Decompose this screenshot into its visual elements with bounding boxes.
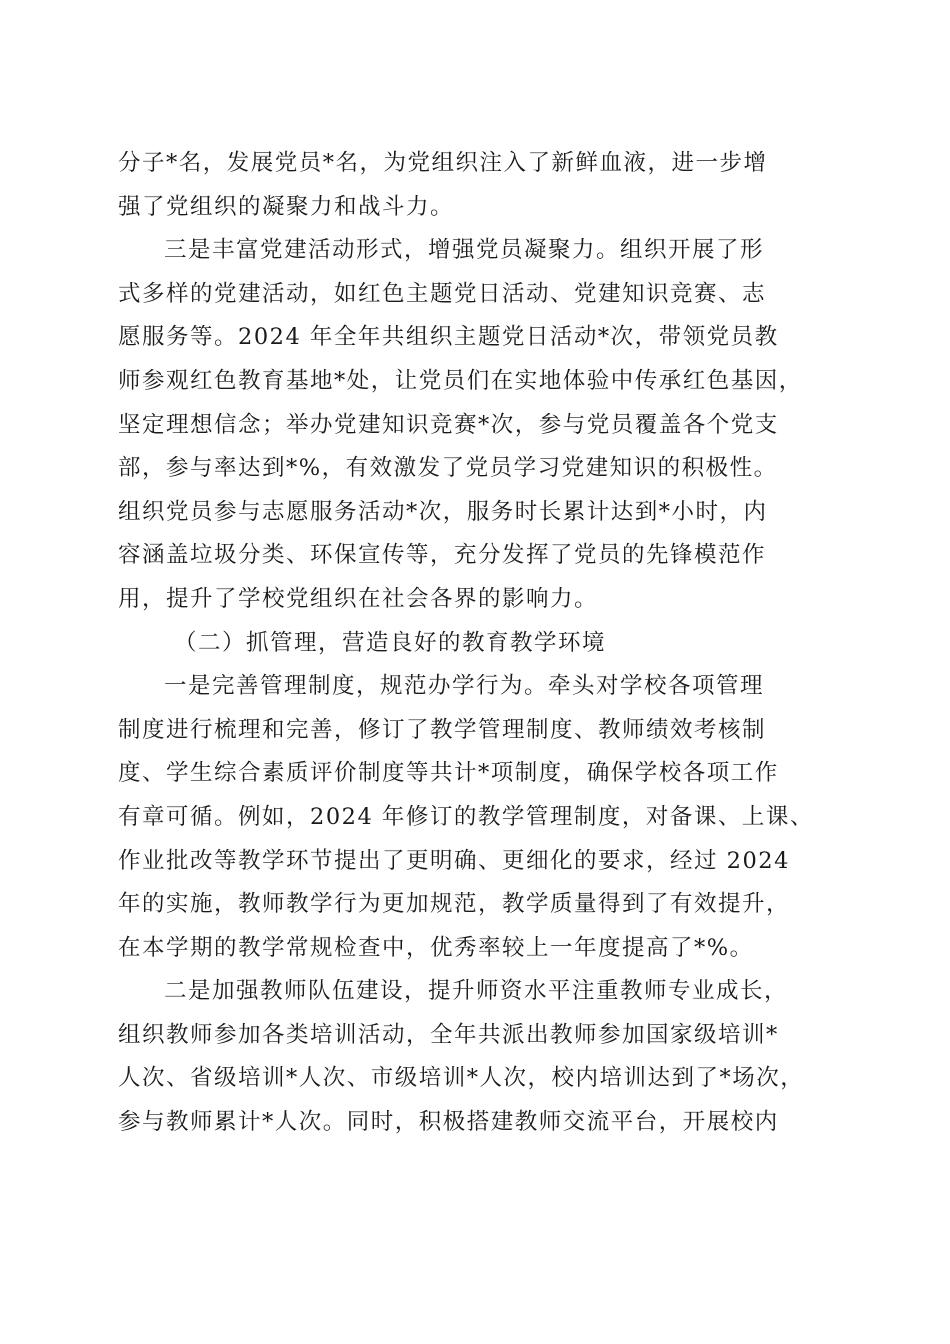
paragraph-start-line: 一是完善管理制度，规范办学行为。牵头对学校各项管理: [164, 673, 765, 700]
body-text-line: 人次、省级培训*人次、市级培训*人次，校内培训达到了*场次，: [118, 1065, 805, 1092]
body-text-line: 坚定理想信念；举办党建知识竞赛*次，参与党员覆盖各个党支: [118, 411, 779, 438]
section-heading: （二）抓管理，营造良好的教育教学环境: [174, 629, 607, 656]
body-text-line: 强了党组织的凝聚力和战斗力。: [118, 193, 455, 220]
body-text-line: 式多样的党建活动，如红色主题党日活动、党建知识竞赛、志: [118, 280, 767, 307]
document-page: [118, 142, 838, 1145]
body-text-line: 制度进行梳理和完善，修订了教学管理制度、教师绩效考核制: [118, 716, 767, 743]
body-text-line: 参与教师累计*人次。同时，积极搭建教师交流平台，开展校内: [118, 1109, 779, 1136]
body-text-line: 组织党员参与志愿服务活动*次，服务时长累计达到*小时，内: [118, 498, 768, 525]
body-text-line: 愿服务等。2024 年全年共组织主题党日活动*次，带领党员教: [118, 324, 779, 351]
body-text-line: 容涵盖垃圾分类、环保宣传等，充分发挥了党员的先锋模范作: [118, 542, 767, 569]
body-text-line: 组织教师参加各类培训活动，全年共派出教师参加国家级培训*: [118, 1021, 779, 1048]
body-text-line: 师参观红色教育基地*处，让党员们在实地体验中传承红色基因，: [118, 367, 803, 394]
body-text-line: 分子*名，发展党员*名，为党组织注入了新鲜血液，进一步增: [118, 150, 768, 176]
body-text-line: 作业批改等教学环节提出了更明确、更细化的要求，经过 2024: [118, 847, 790, 874]
body-text-line: 度、学生综合素质评价制度等共计*项制度，确保学校各项工作: [118, 760, 779, 787]
paragraph-start-line: 二是加强教师队伍建设，提升师资水平注重教师专业成长，: [164, 978, 789, 1005]
paragraph-start-line: 三是丰富党建活动形式，增强党员凝聚力。组织开展了形: [164, 237, 765, 264]
body-text-line: 用，提升了学校党组织在社会各界的影响力。: [118, 585, 599, 612]
body-text-line: 在本学期的教学常规检查中，优秀率较上一年度提高了*%。: [118, 934, 754, 961]
body-text-line: 有章可循。例如，2024 年修订的教学管理制度，对备课、上课、: [118, 803, 814, 830]
body-text-line: 年的实施，教师教学行为更加规范，教学质量得到了有效提升，: [118, 891, 791, 918]
body-text-line: 部，参与率达到*%，有效激发了党员学习党建知识的积极性。: [118, 455, 778, 482]
